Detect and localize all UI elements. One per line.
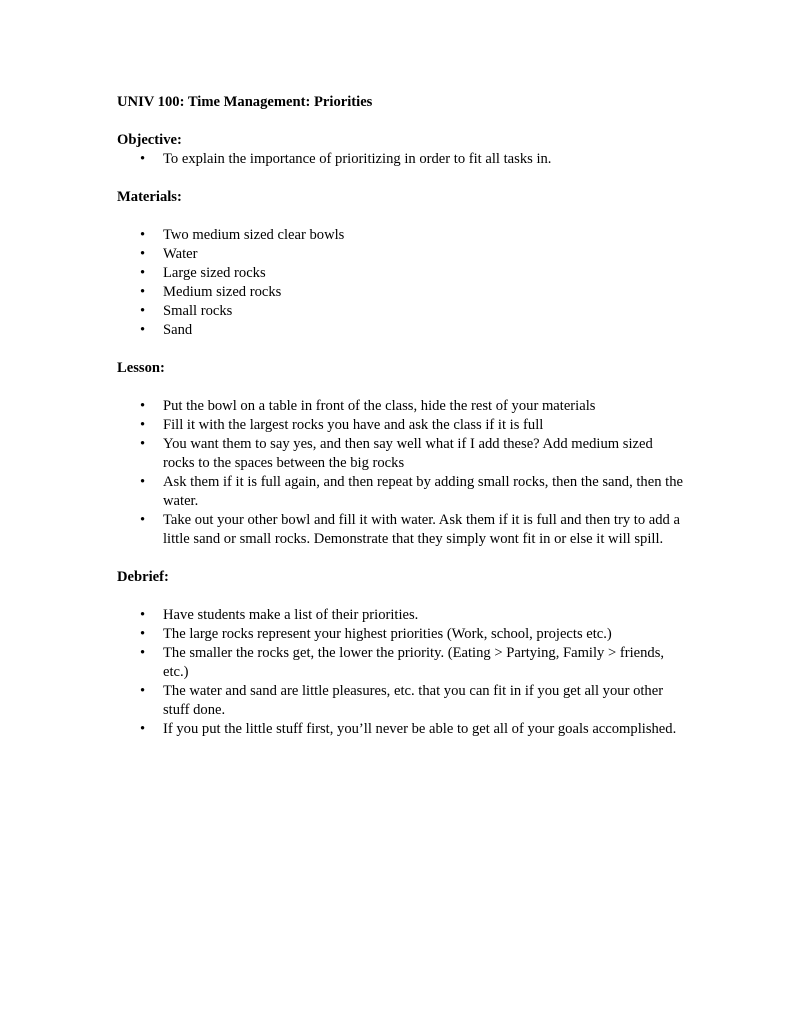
list-item: • Ask them if it is full again, and then repeat by adding small rocks, then the sand, then the water. xyxy=(117,473,687,511)
list-item: • Two medium sized clear bowls xyxy=(117,226,687,245)
list-item: • Have students make a list of their priorities. xyxy=(117,606,687,625)
lesson-heading: Lesson: xyxy=(117,360,165,376)
list-item: • To explain the importance of prioritizing in order to fit all tasks in. xyxy=(117,150,687,169)
list-item: • Small rocks xyxy=(117,302,687,321)
list-item: • Fill it with the largest rocks you have and ask the class if it is full xyxy=(117,416,687,435)
debrief-list xyxy=(117,606,687,739)
materials-list xyxy=(117,226,687,340)
list-item: • Put the bowl on a table in front of the class, hide the rest of your materials xyxy=(117,397,687,416)
debrief-heading: Debrief: xyxy=(117,569,169,585)
objective-heading: Objective: xyxy=(117,132,182,148)
list-item: • The water and sand are little pleasures, etc. that you can fit in if you get all your other stuff done. xyxy=(117,682,687,720)
document-title: UNIV 100: Time Management: Priorities xyxy=(117,94,373,110)
objective-list xyxy=(117,150,687,169)
list-item: • Large sized rocks xyxy=(117,264,687,283)
list-item: • The large rocks represent your highest priorities (Work, school, projects etc.) xyxy=(117,625,687,644)
list-item: • If you put the little stuff first, you’ll never be able to get all of your goals accomplished. xyxy=(117,720,687,739)
list-item: • You want them to say yes, and then say well what if I add these? Add medium sized rocks to the spaces between the big rocks xyxy=(117,435,687,473)
list-item: • Sand xyxy=(117,321,687,340)
list-item: • Take out your other bowl and fill it with water. Ask them if it is full and then try to add a little sand or small rocks. Demonstrate that they simply wont fit in or else it will spill. xyxy=(117,511,687,549)
list-item: • The smaller the rocks get, the lower the priority. (Eating > Partying, Family > friends, etc.) xyxy=(117,644,687,682)
list-item: • Medium sized rocks xyxy=(117,283,687,302)
document-page xyxy=(117,93,687,739)
materials-heading: Materials: xyxy=(117,189,182,205)
list-item: • Water xyxy=(117,245,687,264)
lesson-list xyxy=(117,397,687,549)
